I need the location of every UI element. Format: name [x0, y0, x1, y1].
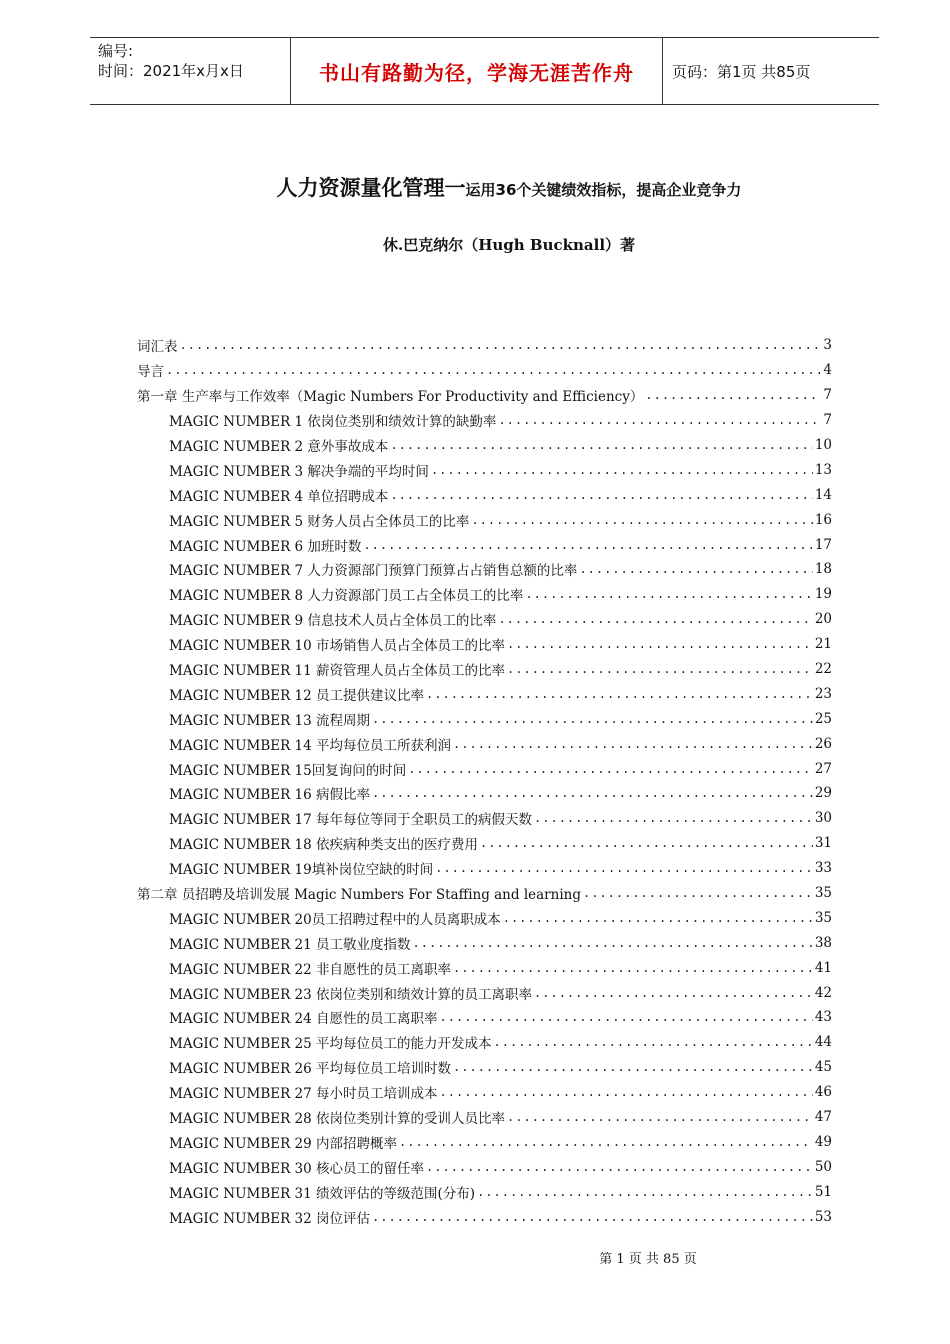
- toc-entry[interactable]: [137, 756, 832, 781]
- header-meta: [98, 41, 244, 81]
- toc-entry[interactable]: [137, 333, 832, 358]
- toc-entry[interactable]: [137, 955, 832, 980]
- toc-entry-page: 18: [814, 561, 832, 578]
- toc-entry-page: 16: [814, 511, 832, 528]
- toc-entry[interactable]: [137, 1204, 832, 1229]
- toc-entry[interactable]: [137, 582, 832, 607]
- toc-entry-label: MAGIC NUMBER 15回复询问的时间: [169, 762, 407, 779]
- toc-entry-page: 7: [823, 412, 832, 429]
- toc-entry[interactable]: [137, 482, 832, 507]
- toc-entry-page: 53: [814, 1208, 832, 1225]
- toc-entry-label: MAGIC NUMBER 21 员工敬业度指数: [169, 936, 411, 953]
- toc-entry-label: MAGIC NUMBER 4 单位招聘成本: [169, 488, 389, 505]
- toc-leader-dots: [507, 1110, 813, 1124]
- toc-leader-dots: [453, 961, 813, 975]
- toc-entry-label: MAGIC NUMBER 30 核心员工的留任率: [169, 1160, 425, 1177]
- document-title: [0, 172, 950, 202]
- toc-entry-page: 10: [814, 437, 832, 453]
- toc-entry[interactable]: [137, 607, 832, 632]
- toc-leader-dots: [453, 1060, 813, 1074]
- toc-leader-dots: [372, 712, 813, 726]
- toc-entry-label: 词汇表: [137, 339, 178, 356]
- toc-entry-page: 7: [823, 387, 832, 404]
- page-footer: 第 1 页 共 85 页: [599, 1252, 697, 1267]
- toc-leader-dots: [440, 1010, 813, 1024]
- toc-entry-label: MAGIC NUMBER 10 市场销售人员占全体员工的比率: [169, 638, 506, 655]
- toc-entry-page: 51: [814, 1183, 832, 1200]
- toc-entry-label: MAGIC NUMBER 32 岗位评估: [169, 1210, 371, 1227]
- toc-entry[interactable]: [137, 457, 832, 482]
- toc-entry-label: 导言: [137, 364, 164, 381]
- toc-entry-label: MAGIC NUMBER 1 依岗位类别和绩效计算的缺勤率: [169, 414, 497, 431]
- toc-entry-page: 23: [814, 685, 832, 702]
- toc-entry-page: 49: [814, 1133, 832, 1150]
- toc-entry-label: MAGIC NUMBER 17 每年每位等同于全职员工的病假天数: [169, 812, 533, 829]
- toc-entry-page: 21: [814, 636, 832, 653]
- toc-leader-dots: [507, 662, 813, 676]
- toc-entry[interactable]: [137, 507, 832, 532]
- toc-leader-dots: [498, 413, 821, 427]
- toc-entry-label: MAGIC NUMBER 16 病假比率: [169, 787, 371, 804]
- toc-entry-page: 47: [814, 1109, 832, 1126]
- toc-entry-page: 41: [814, 959, 832, 976]
- toc-leader-dots: [435, 861, 813, 875]
- toc-entry[interactable]: [137, 1105, 832, 1130]
- toc-entry-page: 45: [814, 1059, 832, 1076]
- toc-entry-label: MAGIC NUMBER 22 非自愿性的员工离职率: [169, 961, 452, 978]
- toc-entry-label: MAGIC NUMBER 9 信息技术人员占全体员工的比率: [169, 613, 497, 630]
- toc-leader-dots: [471, 513, 812, 527]
- toc-entry-page: 46: [814, 1084, 832, 1101]
- toc-entry-label: MAGIC NUMBER 2 意外事故成本: [169, 439, 389, 455]
- toc-entry[interactable]: [137, 681, 832, 706]
- toc-entry[interactable]: [137, 657, 832, 682]
- toc-entry[interactable]: [137, 905, 832, 930]
- toc-leader-dots: [579, 562, 812, 576]
- toc-entry-label: 第一章 生产率与工作效率（Magic Numbers For Productivity and Efficiency）: [137, 389, 644, 406]
- toc-entry-label: MAGIC NUMBER 11 薪资管理人员占全体员工的比率: [169, 663, 506, 680]
- toc-entry-label: MAGIC NUMBER 6 加班时数: [169, 538, 362, 555]
- toc-entry[interactable]: [137, 1030, 832, 1055]
- document-header: [90, 37, 879, 105]
- toc-entry[interactable]: [137, 856, 832, 881]
- toc-entry-label: MAGIC NUMBER 13 流程周期: [169, 712, 371, 729]
- toc-entry-page: 14: [814, 486, 832, 503]
- toc-leader-dots: [399, 1135, 813, 1149]
- toc-leader-dots: [477, 1185, 813, 1199]
- table-of-contents: [137, 333, 832, 1229]
- toc-entry-page: 3: [823, 337, 832, 354]
- toc-leader-dots: [372, 1210, 813, 1224]
- toc-entry-page: 19: [814, 586, 832, 603]
- toc-entry-page: 31: [814, 835, 832, 852]
- toc-leader-dots: [390, 488, 812, 502]
- toc-leader-dots: [453, 737, 813, 751]
- toc-entry[interactable]: [137, 930, 832, 955]
- toc-leader-dots: [363, 538, 812, 552]
- header-time-label: 时间：2021年x月x日: [98, 62, 244, 80]
- toc-entry-label: MAGIC NUMBER 18 依疾病种类支出的医疗费用: [169, 837, 479, 854]
- toc-entry-page: 26: [814, 735, 832, 752]
- toc-entry[interactable]: [137, 383, 832, 408]
- toc-entry[interactable]: [137, 831, 832, 856]
- header-page-info: 页码：第1页 共85页: [672, 63, 811, 81]
- toc-entry-page: 43: [814, 1009, 832, 1026]
- header-motto: 书山有路勤为径，学海无涯苦作舟: [290, 38, 663, 105]
- toc-entry[interactable]: [137, 980, 832, 1005]
- toc-entry-page: 38: [814, 934, 832, 951]
- toc-leader-dots: [534, 986, 813, 1000]
- toc-entry-page: 17: [814, 536, 832, 553]
- toc-entry-label: MAGIC NUMBER 25 平均每位员工的能力开发成本: [169, 1036, 492, 1053]
- toc-entry[interactable]: [137, 557, 832, 582]
- toc-entry-label: MAGIC NUMBER 23 依岗位类别和绩效计算的员工离职率: [169, 986, 533, 1003]
- toc-leader-dots: [494, 1035, 813, 1049]
- document-title-main: 人力资源量化管理一: [276, 176, 466, 200]
- toc-leader-dots: [525, 587, 812, 601]
- toc-leader-dots: [390, 438, 812, 452]
- toc-entry-label: MAGIC NUMBER 27 每小时员工培训成本: [169, 1086, 438, 1103]
- toc-leader-dots: [503, 911, 813, 925]
- toc-leader-dots: [426, 1160, 813, 1174]
- toc-entry-label: MAGIC NUMBER 3 解决争端的平均时间: [169, 463, 429, 480]
- toc-entry[interactable]: [137, 532, 832, 557]
- toc-leader-dots: [166, 363, 821, 377]
- toc-entry-label: MAGIC NUMBER 12 员工提供建议比率: [169, 687, 425, 704]
- toc-leader-dots: [413, 936, 813, 950]
- toc-entry-page: 25: [814, 710, 832, 727]
- toc-entry[interactable]: [137, 433, 832, 458]
- toc-entry-label: 第二章 员招聘及培训发展 Magic Numbers For Staffing and learning: [137, 887, 581, 904]
- toc-entry[interactable]: [137, 358, 832, 383]
- toc-entry-page: 50: [814, 1158, 832, 1175]
- toc-leader-dots: [480, 836, 813, 850]
- toc-entry[interactable]: [137, 1080, 832, 1105]
- toc-leader-dots: [426, 687, 813, 701]
- toc-leader-dots: [372, 786, 813, 800]
- toc-entry[interactable]: [137, 881, 832, 906]
- toc-entry-label: MAGIC NUMBER 31 绩效评估的等级范围(分布): [169, 1185, 476, 1202]
- toc-entry[interactable]: [137, 1005, 832, 1030]
- document-author: 休.巴克纳尔（Hugh Bucknall）著: [382, 236, 636, 254]
- toc-entry-page: 22: [814, 661, 832, 678]
- toc-entry-page: 29: [814, 785, 832, 802]
- toc-entry[interactable]: [137, 706, 832, 731]
- toc-entry-label: MAGIC NUMBER 14 平均每位员工所获利润: [169, 737, 452, 754]
- toc-entry-page: 44: [814, 1034, 832, 1051]
- toc-leader-dots: [431, 463, 813, 477]
- toc-leader-dots: [408, 762, 813, 776]
- toc-entry-page: 27: [814, 760, 832, 777]
- toc-entry-page: 33: [814, 860, 832, 877]
- toc-entry[interactable]: [137, 408, 832, 433]
- toc-entry-label: MAGIC NUMBER 7 人力资源部门预算门预算占占销售总额的比率: [169, 563, 578, 580]
- toc-entry-page: 4: [823, 362, 832, 379]
- toc-entry-page: 20: [814, 611, 832, 628]
- toc-leader-dots: [583, 886, 813, 900]
- toc-entry[interactable]: [137, 1055, 832, 1080]
- toc-entry[interactable]: [137, 1154, 832, 1179]
- toc-entry-page: 13: [814, 461, 832, 478]
- toc-entry-label: MAGIC NUMBER 28 依岗位类别计算的受训人员比率: [169, 1111, 506, 1128]
- toc-entry-label: MAGIC NUMBER 26 平均每位员工培训时数: [169, 1061, 452, 1078]
- toc-entry-page: 42: [814, 984, 832, 1001]
- header-number-label: 编号:: [98, 42, 134, 60]
- toc-leader-dots: [645, 388, 821, 402]
- toc-leader-dots: [498, 612, 812, 626]
- toc-entry[interactable]: [137, 632, 832, 657]
- toc-leader-dots: [534, 811, 813, 825]
- toc-entry-label: MAGIC NUMBER 20员工招聘过程中的人员离职成本: [169, 911, 501, 928]
- toc-entry-label: MAGIC NUMBER 19填补岗位空缺的时间: [169, 862, 434, 879]
- toc-entry[interactable]: [137, 781, 832, 806]
- toc-entry[interactable]: [137, 1179, 832, 1204]
- toc-entry-label: MAGIC NUMBER 29 内部招聘概率: [169, 1135, 398, 1152]
- toc-entry-label: MAGIC NUMBER 24 自愿性的员工离职率: [169, 1011, 438, 1028]
- toc-leader-dots: [440, 1085, 813, 1099]
- toc-entry-page: 35: [814, 885, 832, 902]
- toc-entry-label: MAGIC NUMBER 5 财务人员占全体员工的比率: [169, 513, 470, 530]
- toc-entry-label: MAGIC NUMBER 8 人力资源部门员工占全体员工的比率: [169, 588, 524, 605]
- toc-entry[interactable]: [137, 731, 832, 756]
- toc-entry[interactable]: [137, 806, 832, 831]
- toc-entry-page: 30: [814, 810, 832, 827]
- document-title-sub: 运用36个关键绩效指标，提高企业竞争力: [465, 181, 742, 199]
- toc-entry[interactable]: [137, 1130, 832, 1155]
- toc-leader-dots: [507, 637, 813, 651]
- toc-leader-dots: [180, 338, 822, 352]
- toc-entry-page: 35: [814, 909, 832, 926]
